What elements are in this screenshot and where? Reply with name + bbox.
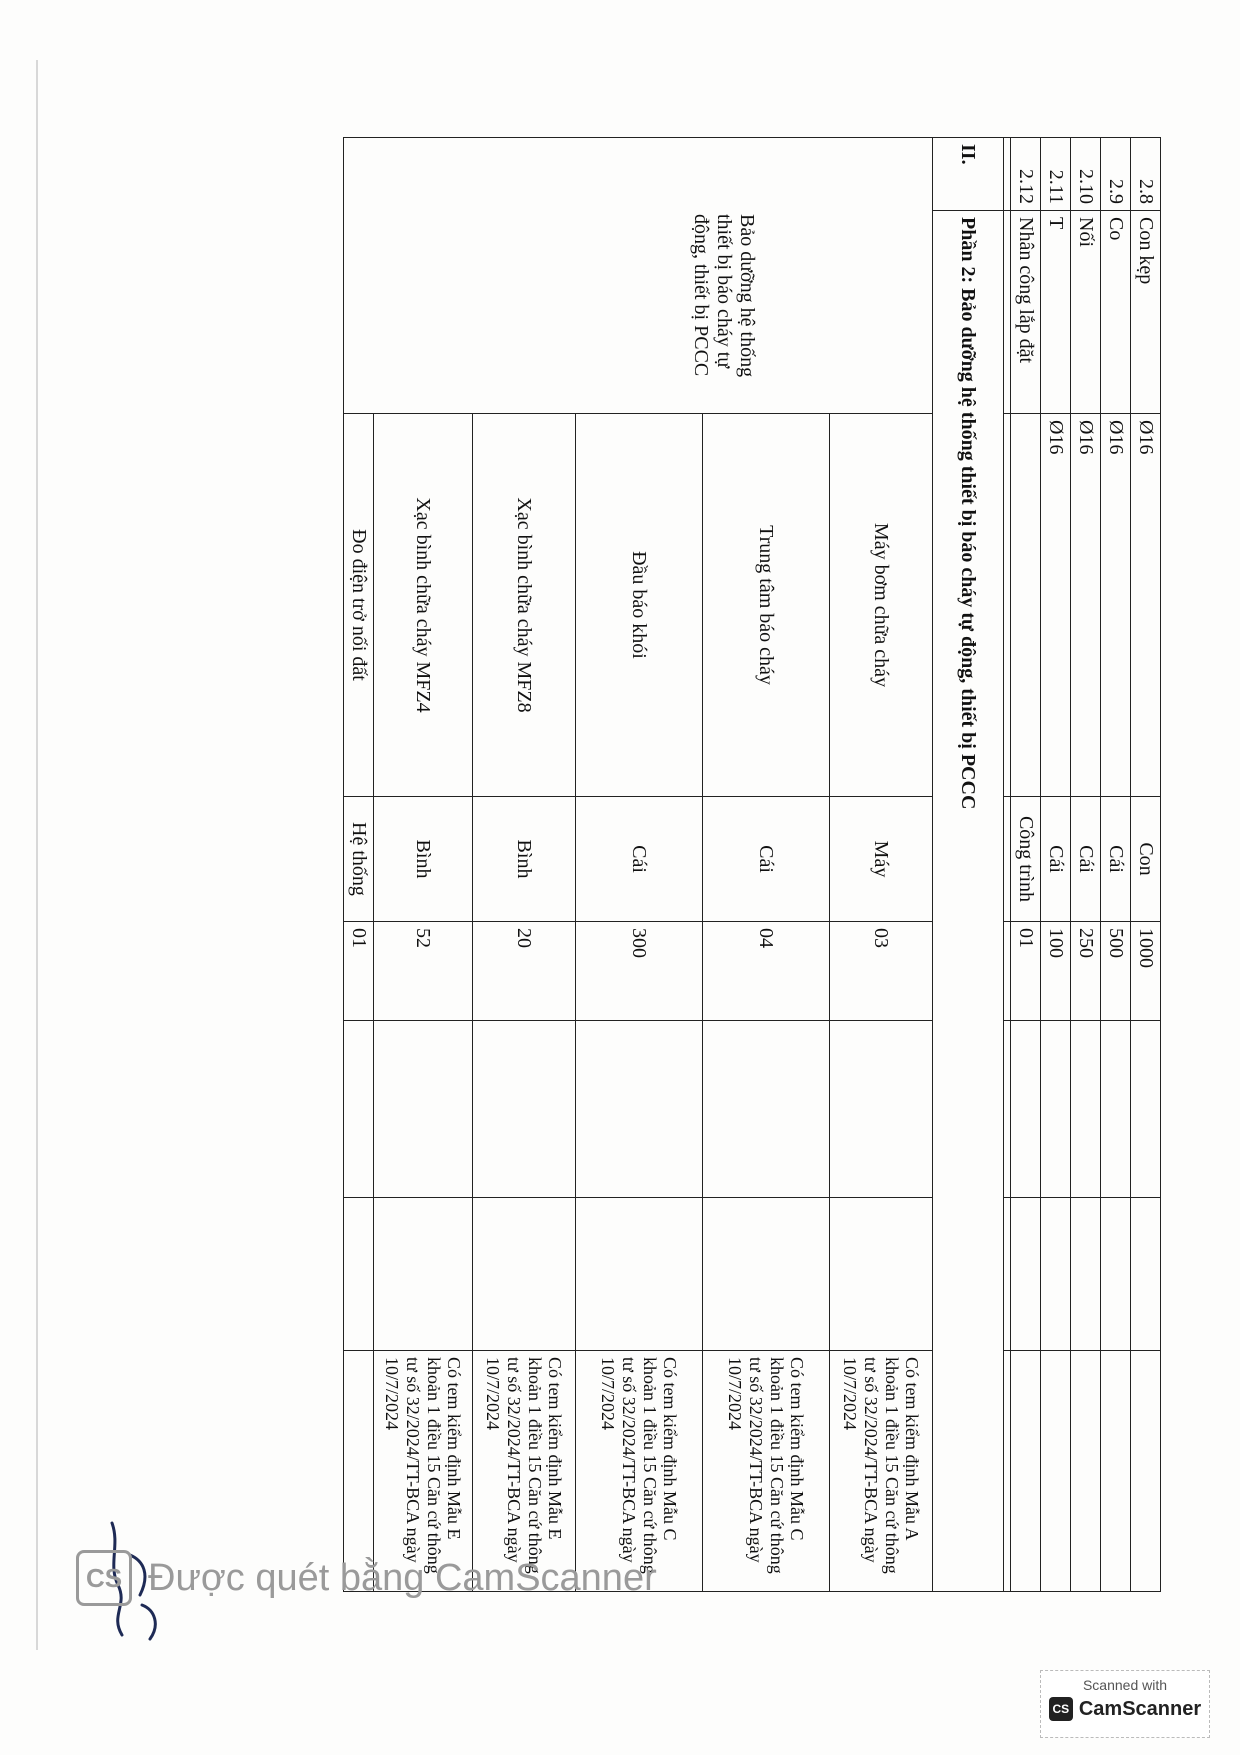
cell-empty [1101, 1021, 1131, 1198]
table-row [1131, 138, 1161, 1592]
cell-name: Con kẹp [1131, 211, 1161, 414]
cell-qty [1004, 922, 1011, 1021]
cell-note: Có tem kiểm định Mẫu C khoản 1 điều 15 Căn cứ thông tư số 32/2024/TT-BCA ngày 10/7/2024 [576, 1351, 703, 1592]
cell-stt: 2.12 [1011, 138, 1041, 211]
cell-qty: 01 [344, 922, 374, 1021]
cell-empty [576, 1198, 703, 1351]
cell-note [1004, 1351, 1011, 1592]
cell-name: Nối [1071, 211, 1101, 414]
camscanner-watermark [76, 1550, 657, 1606]
rotated-document [111, 137, 1161, 1574]
cell-spec: Ø16 [1041, 414, 1071, 797]
cell-stt: 2.10 [1071, 138, 1101, 211]
cell-unit: Cái [1041, 797, 1071, 922]
cell-qty: 01 [1011, 922, 1041, 1021]
cell-name: Nhân công lắp đặt [1011, 211, 1041, 414]
materials-table [343, 137, 1161, 1592]
cell-name: T [1041, 211, 1071, 414]
cell-empty [830, 1021, 933, 1198]
cell-spec [1011, 414, 1041, 797]
cell-note: Có tem kiểm định Mẫu A khoản 1 điều 15 Căn cứ thông tư số 32/2024/TT-BCA ngày 10/7/2024 [830, 1351, 933, 1592]
cell-empty [1041, 1021, 1071, 1198]
scanned-with-badge [1040, 1670, 1210, 1738]
section-number: II. [933, 138, 1004, 211]
cell-spec: Đo điện trở nối đất [344, 414, 374, 797]
cell-empty [344, 1198, 374, 1351]
table-row [1071, 138, 1101, 1592]
cell-note: Có tem kiểm định Mẫu E khoản 1 điều 15 Căn cứ thông tư số 32/2024/TT-BCA ngày 10/7/2024 [374, 1351, 473, 1592]
cell-empty [344, 1021, 374, 1198]
cell-spec: Xạc bình chữa cháy MFZ4 [374, 414, 473, 797]
cell-spec: Ø16 [1101, 414, 1131, 797]
cell-note: Có tem kiểm định Mẫu E khoản 1 điều 15 Căn cứ thông tư số 32/2024/TT-BCA ngày 10/7/2024 [473, 1351, 576, 1592]
cell-note [1041, 1351, 1071, 1592]
cell-qty: 300 [576, 922, 703, 1021]
group-label: Bảo dưỡng hệ thống thiết bị báo cháy tự động, thiết bị PCCC [690, 214, 758, 378]
camscanner-logo-icon: CS [76, 1550, 132, 1606]
cell-spec: Máy bơm chữa cháy [830, 414, 933, 797]
cell-note [1131, 1351, 1161, 1592]
cell-spec: Ø16 [1071, 414, 1101, 797]
cell-qty: 03 [830, 922, 933, 1021]
cell-empty [473, 1198, 576, 1351]
cell-qty: 20 [473, 922, 576, 1021]
badge-caption: Scanned with [1082, 1677, 1168, 1693]
cell-empty [1011, 1198, 1041, 1351]
cell-empty [830, 1198, 933, 1351]
cell-empty [374, 1021, 473, 1198]
cell-empty [1011, 1021, 1041, 1198]
cell-unit: Máy [830, 797, 933, 922]
cell-spec: Xạc bình chữa cháy MFZ8 [473, 414, 576, 797]
cell-unit [1004, 797, 1011, 922]
badge-brand-name: CamScanner [1078, 1697, 1202, 1720]
cell-empty [703, 1021, 830, 1198]
cell-empty [1041, 1198, 1071, 1351]
cell-note [1011, 1351, 1041, 1592]
cell-qty: 100 [1041, 922, 1071, 1021]
cell-qty: 52 [374, 922, 473, 1021]
scan-edge [36, 60, 38, 1650]
cell-unit: Cái [1071, 797, 1101, 922]
table-row [830, 138, 933, 1592]
cell-stt: 2.11 [1041, 138, 1071, 211]
table-row [1011, 138, 1041, 1592]
cell-empty [1004, 1198, 1011, 1351]
cell-qty: 250 [1071, 922, 1101, 1021]
cell-unit: Hệ thống [344, 797, 374, 922]
cell-stt [1004, 138, 1011, 211]
cell-note [1071, 1351, 1101, 1592]
cell-stt: 2.8 [1131, 138, 1161, 211]
table-row [1004, 138, 1011, 1592]
group-label-cell [344, 138, 933, 414]
section-title: Phần 2: Bảo dưỡng hệ thống thiết bị báo cháy tự động, thiết bị PCCC [933, 211, 1004, 1592]
cell-unit: Bình [374, 797, 473, 922]
cell-name [1004, 211, 1011, 414]
cell-note [1101, 1351, 1131, 1592]
cell-empty [1131, 1021, 1161, 1198]
cell-empty [473, 1021, 576, 1198]
cell-unit: Con [1131, 797, 1161, 922]
cell-spec [1004, 414, 1011, 797]
cell-name: Co [1101, 211, 1131, 414]
cell-empty [1101, 1198, 1131, 1351]
cell-empty [1071, 1198, 1101, 1351]
cell-empty [1071, 1021, 1101, 1198]
cell-qty: 04 [703, 922, 830, 1021]
cell-unit: Cái [1101, 797, 1131, 922]
cell-note: Có tem kiểm định Mẫu C khoản 1 điều 15 Căn cứ thông tư số 32/2024/TT-BCA ngày 10/7/2024 [703, 1351, 830, 1592]
badge-brand [1041, 1697, 1209, 1721]
cell-empty [1004, 1021, 1011, 1198]
cell-qty: 500 [1101, 922, 1131, 1021]
cell-unit: Cái [576, 797, 703, 922]
cell-empty [703, 1198, 830, 1351]
section-heading-row [933, 138, 1004, 1592]
cell-qty: 1000 [1131, 922, 1161, 1021]
table-row [1101, 138, 1131, 1592]
cell-empty [1131, 1198, 1161, 1351]
cell-unit: Cái [703, 797, 830, 922]
cell-spec: Đầu báo khói [576, 414, 703, 797]
cell-spec: Ø16 [1131, 414, 1161, 797]
cell-unit: Bình [473, 797, 576, 922]
watermark-text: Được quét bằng CamScanner [148, 1556, 657, 1599]
cell-spec: Trung tâm báo cháy [703, 414, 830, 797]
table-row [1041, 138, 1071, 1592]
cell-empty [374, 1198, 473, 1351]
cell-empty [576, 1021, 703, 1198]
cell-stt: 2.9 [1101, 138, 1131, 211]
camscanner-badge-icon: CS [1049, 1697, 1073, 1721]
cell-unit: Công trình [1011, 797, 1041, 922]
